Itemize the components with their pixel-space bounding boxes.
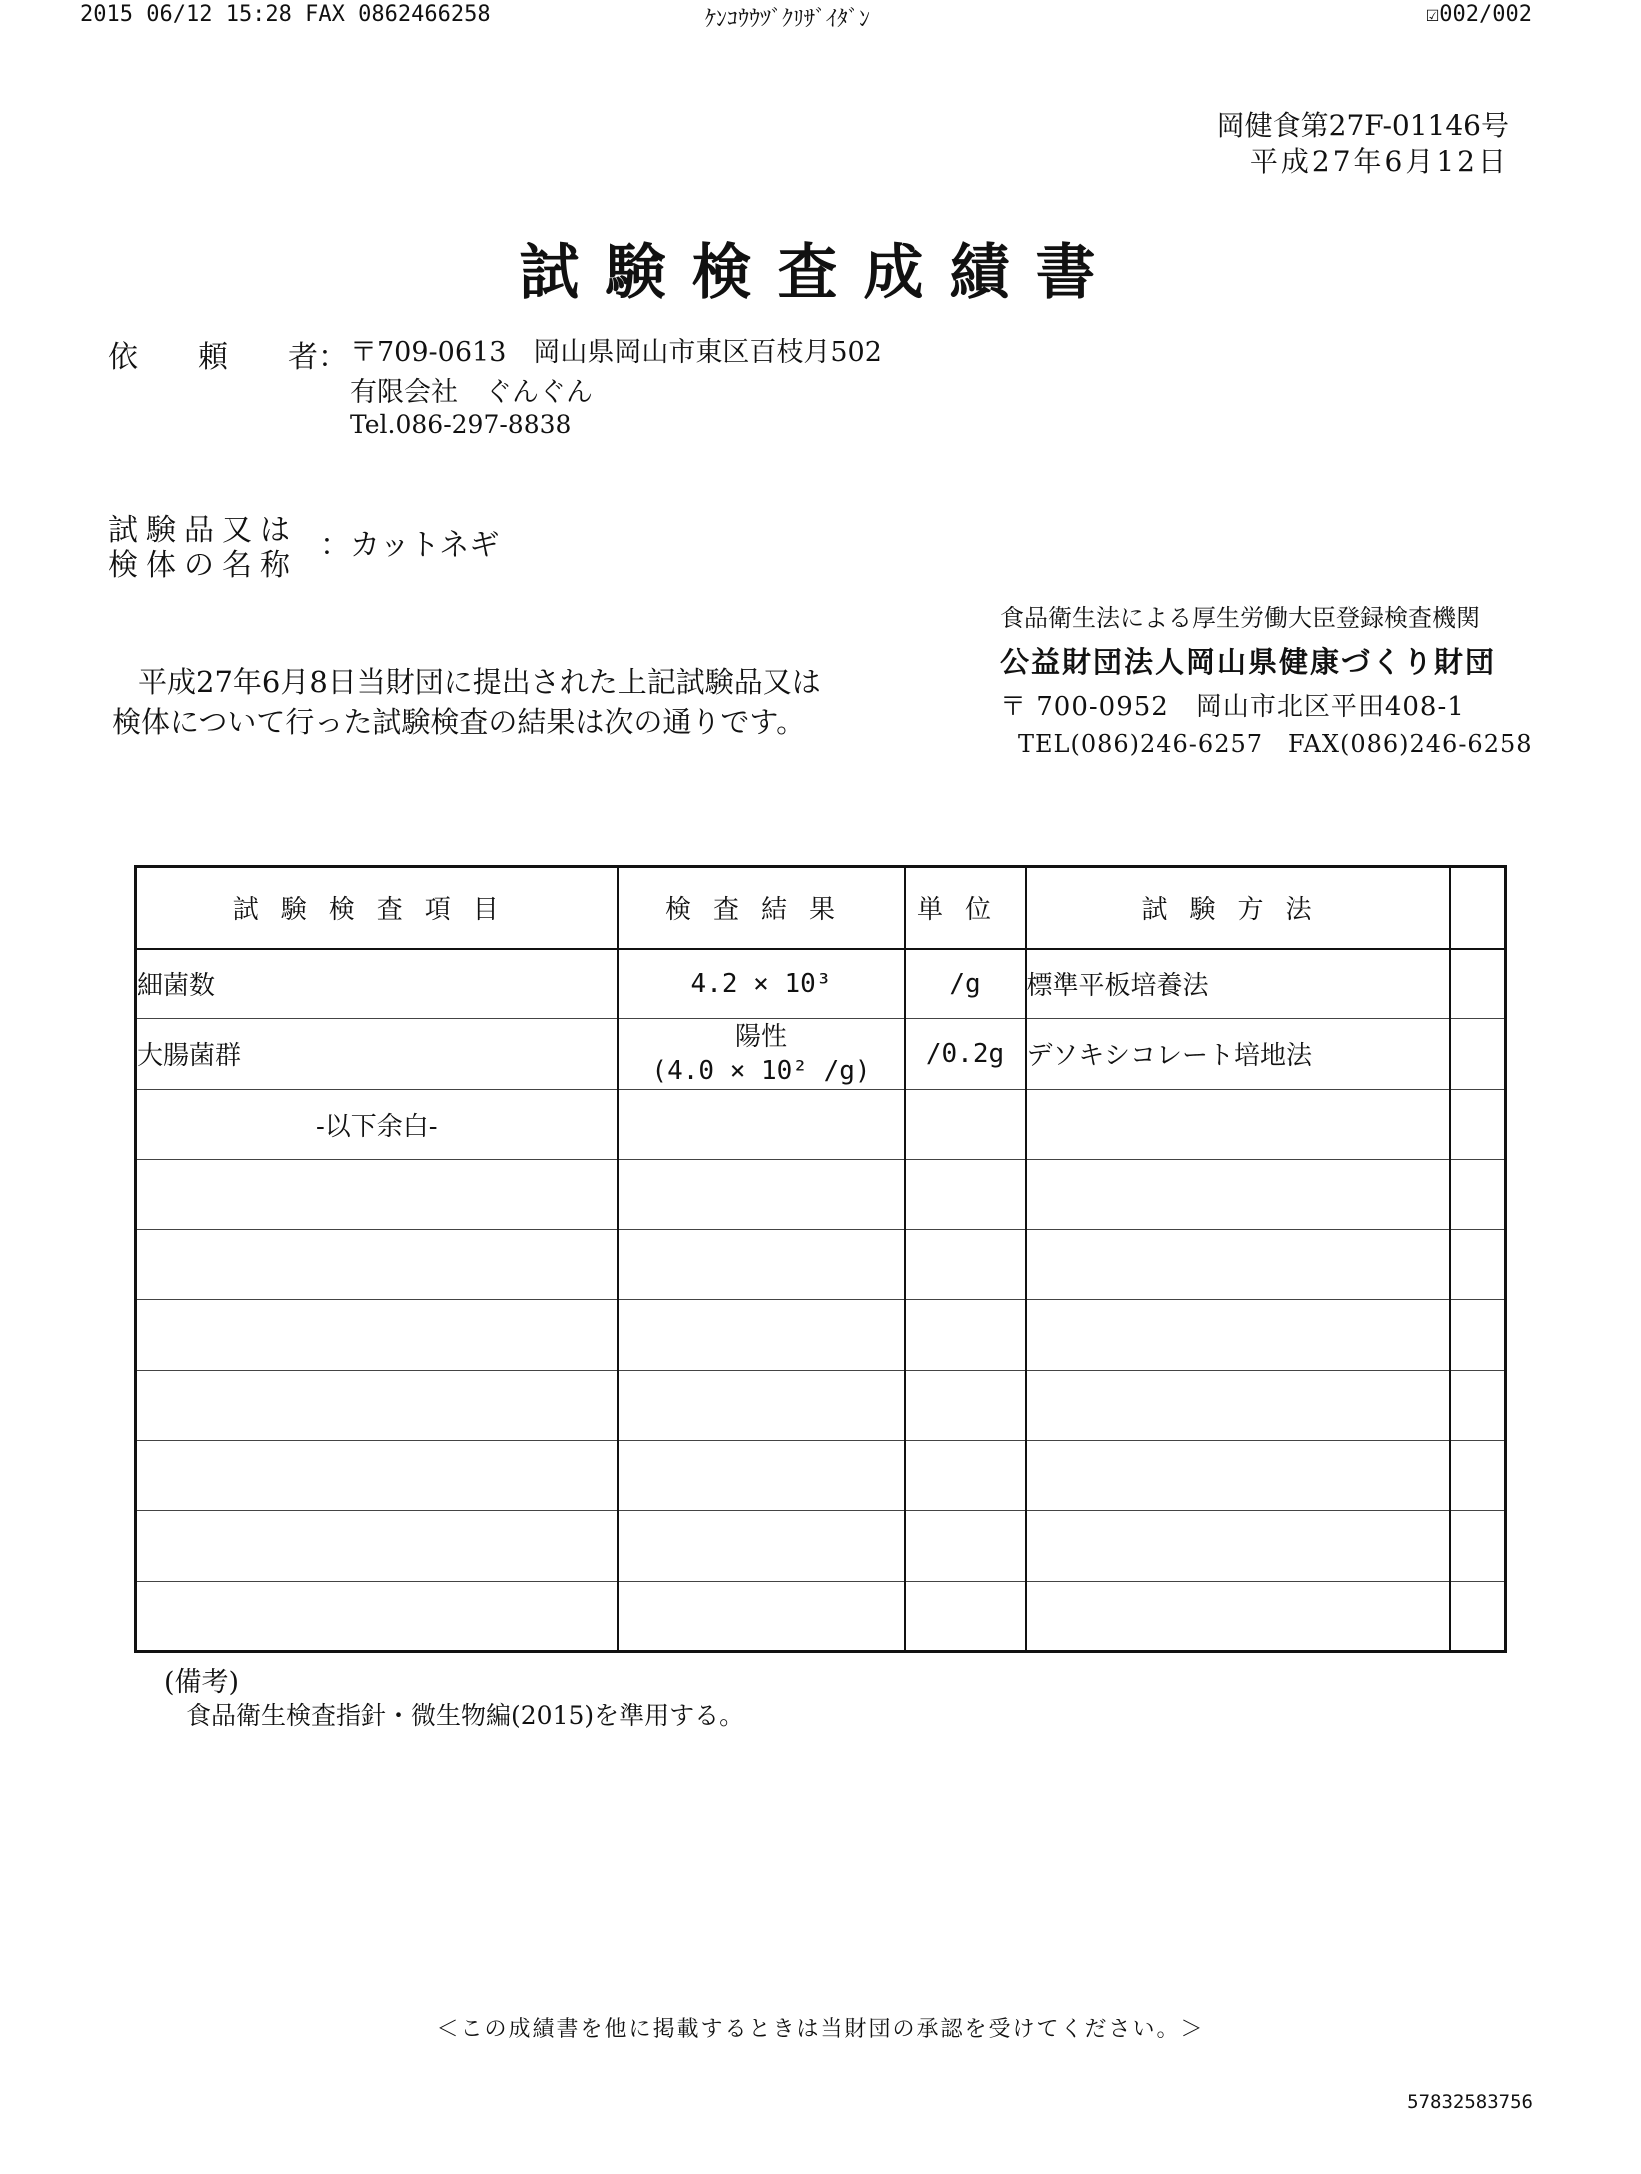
row-item: 大腸菌群: [136, 1019, 618, 1089]
table-row: [136, 1370, 1506, 1440]
table-row: [136, 1230, 1506, 1300]
org-registration: 食品衛生法による厚生労働大臣登録検査機関: [1000, 604, 1480, 632]
table-row: [136, 1089, 1506, 1159]
header-result: 検査結果: [618, 867, 905, 949]
requester-tel: Tel.086-297-8838: [350, 410, 572, 439]
row-result-cell: [618, 1019, 905, 1089]
results-table: [134, 865, 1507, 1653]
fax-header: [0, 0, 1641, 34]
fax-page: ☑002/002: [1426, 2, 1532, 27]
remarks-text: 食品衛生検査指針・微生物編(2015)を準用する。: [186, 1701, 745, 1730]
row-item: 細菌数: [136, 949, 618, 1019]
org-address: 〒 700-0952 岡山市北区平田408-1: [1000, 692, 1465, 722]
row-result: 4.2 × 10³: [618, 949, 905, 1019]
table-header-row: [136, 867, 1506, 949]
row-result-detail: (4.0 × 10² /g): [651, 1055, 871, 1086]
table-row: [136, 1159, 1506, 1229]
requester-label: 依 頼 者：: [108, 340, 348, 375]
row-unit: /g: [905, 949, 1026, 1019]
statement-line2: 検体について行った試験検査の結果は次の通りです。: [112, 705, 806, 739]
table-row: [136, 1300, 1506, 1370]
fax-sender: ｹﾝｺｳｳﾂﾞｸﾘｻﾞｲﾀﾞﾝ: [705, 7, 871, 32]
sample-name: ：カットネギ: [320, 528, 500, 563]
org-name: 公益財団法人岡山県健康づくり財団: [1000, 645, 1497, 679]
footer-note: ＜この成績書を他に掲載するときは当財団の承認を受けてください。＞: [436, 2017, 1205, 2042]
blank-note: -以下余白-: [136, 1089, 618, 1159]
document-date: 平成27年6月12日: [1249, 145, 1509, 178]
row-unit: /0.2g: [905, 1019, 1026, 1089]
document-number: 岡健食第27F-01146号: [1216, 109, 1509, 142]
org-contact: TEL(086)246-6257 FAX(086)246-6258: [1018, 730, 1533, 758]
table-row: [136, 1581, 1506, 1651]
requester-company: 有限会社 ぐんぐん: [350, 377, 593, 408]
document-title: 試験検査成績書: [519, 238, 1122, 308]
sample-label-line1: 試験品又は: [108, 513, 298, 548]
table-row: [136, 949, 1506, 1019]
requester-address: 〒709-0613 岡山県岡山市東区百枝月502: [350, 337, 882, 368]
header-item: 試験検査項目: [136, 867, 618, 949]
sample-label-line2: 検体の名称: [108, 548, 298, 583]
table-row: [136, 1511, 1506, 1581]
fax-datetime: 2015 06/12 15:28 FAX 0862466258: [80, 2, 491, 27]
row-method: 標準平板培養法: [1026, 949, 1450, 1019]
row-result: 陽性: [734, 1021, 787, 1052]
serial-number: 57832583756: [1407, 2091, 1533, 2113]
table-row: [136, 1019, 1506, 1089]
header-extra: [1450, 867, 1506, 949]
header-method: 試験方法: [1026, 867, 1450, 949]
table-row: [136, 1441, 1506, 1511]
remarks-label: (備考): [164, 1667, 240, 1698]
header-unit: 単位: [905, 867, 1026, 949]
statement-line1: 平成27年6月8日当財団に提出された上記試験品又は: [138, 665, 821, 699]
row-method: デソキシコレート培地法: [1026, 1019, 1450, 1089]
